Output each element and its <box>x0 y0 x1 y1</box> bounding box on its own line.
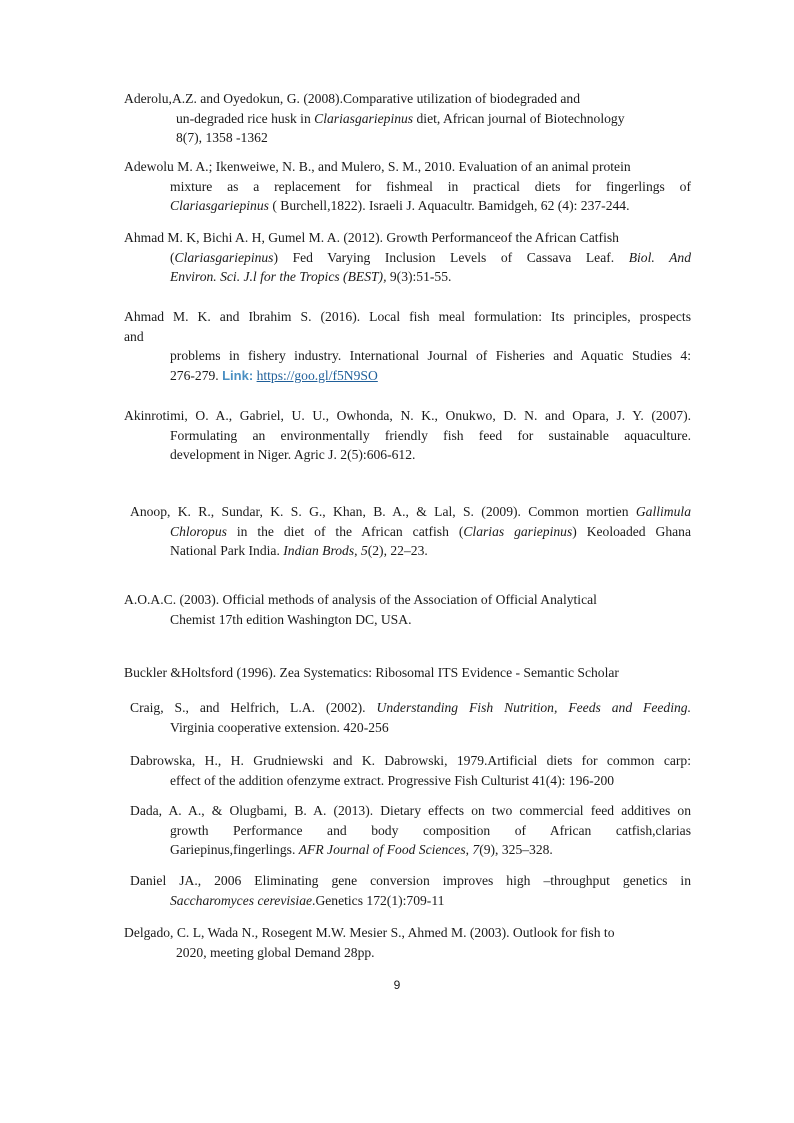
reference-delgado <box>124 923 691 962</box>
reference-line: Virginia cooperative extension. 420-256 <box>170 719 389 735</box>
reference-line: Dada, A. A., & Olugbami, B. A. (2013). Dietary effects on two commercial feed additives on <box>130 803 691 818</box>
page-number: 9 <box>393 978 401 992</box>
reference-line: un-degraded rice husk in Clariasgariepinus diet, African journal of Biotechnology <box>176 110 625 126</box>
reference-line: Aderolu,A.Z. and Oyedokun, G. (2008).Comparative utilization of biodegraded and <box>124 91 581 106</box>
reference-line: National Park India. Indian Brods, 5(2), 22–23. <box>170 543 428 559</box>
reference-adewolu <box>124 157 691 216</box>
reference-line: growth Performance and body composition of African catfish,clarias <box>170 822 691 838</box>
reference-line: and <box>124 328 144 344</box>
reference-akinrotimi <box>124 406 691 465</box>
reference-line: Akinrotimi, O. A., Gabriel, U. U., Owhonda, N. K., Onukwo, D. N. and Opara, J. Y. (2007). <box>124 408 691 423</box>
reference-anoop <box>124 502 691 561</box>
reference-line: (Clariasgariepinus) Fed Varying Inclusion Levels of Cassava Leaf. Biol. And <box>170 249 691 265</box>
link-label: Link: <box>222 367 254 383</box>
reference-line: Ahmad M. K, Bichi A. H, Gumel M. A. (2012). Growth Performanceof the African Catfish <box>124 230 619 245</box>
reference-line: Formulating an environmentally friendly fish feed for sustainable aquaculture. <box>170 427 691 443</box>
reference-line: Anoop, K. R., Sundar, K. S. G., Khan, B. A., & Lal, S. (2009). Common mortien Gallimula <box>130 504 691 519</box>
reference-aderolu <box>124 89 691 148</box>
reference-line: problems in fishery industry. International Journal of Fisheries and Aquatic Studies 4: <box>170 348 691 364</box>
reference-buckler <box>124 663 691 683</box>
reference-line: Daniel JA., 2006 Eliminating gene conversion improves high –throughput genetics in <box>130 873 691 888</box>
reference-line: 8(7), 1358 -1362 <box>176 130 268 146</box>
reference-aoac <box>124 590 691 629</box>
reference-ahmad-2016 <box>124 307 691 385</box>
reference-daniel <box>124 871 691 910</box>
reference-line: Delgado, C. L, Wada N., Rosegent M.W. Mesier S., Ahmed M. (2003). Outlook for fish to <box>124 925 615 940</box>
reference-dada <box>124 801 691 860</box>
reference-line: Ahmad M. K. and Ibrahim S. (2016). Local fish meal formulation: Its principles, prospects <box>124 309 691 324</box>
reference-line: Buckler &Holtsford (1996). Zea Systematics: Ribosomal ITS Evidence - Semantic Scholar <box>124 665 619 680</box>
reference-line: 276-279. Link: https://goo.gl/f5N9SO <box>170 367 378 383</box>
reference-line: development in Niger. Agric J. 2(5):606-612. <box>170 447 416 463</box>
reference-line: Gariepinus,fingerlings. AFR Journal of Food Sciences, 7(9), 325–328. <box>170 842 553 858</box>
reference-line: Chloropus in the diet of the African catfish (Clarias gariepinus) Keoloaded Ghana <box>170 523 691 539</box>
reference-dabrowska <box>124 751 691 790</box>
reference-line: Clariasgariepinus ( Burchell,1822). Israeli J. Aquacultr. Bamidgeh, 62 (4): 237-244. <box>170 198 630 214</box>
reference-line: Adewolu M. A.; Ikenweiwe, N. B., and Mulero, S. M., 2010. Evaluation of an animal protein <box>124 159 631 174</box>
reference-line: Dabrowska, H., H. Grudniewski and K. Dabrowski, 1979.Artificial diets for common carp: <box>130 753 691 768</box>
reference-url-link[interactable]: https://goo.gl/f5N9SO <box>256 367 378 383</box>
reference-line: 2020, meeting global Demand 28pp. <box>176 944 375 960</box>
reference-line: Craig, S., and Helfrich, L.A. (2002). Understanding Fish Nutrition, Feeds and Feeding. <box>130 700 691 715</box>
reference-line: A.O.A.C. (2003). Official methods of analysis of the Association of Official Analytical <box>124 592 597 607</box>
reference-line: Environ. Sci. J.l for the Tropics (BEST), 9(3):51-55. <box>170 269 452 285</box>
reference-ahmad-2012 <box>124 228 691 287</box>
reference-line: Saccharomyces cerevisiae.Genetics 172(1):709-11 <box>170 892 445 908</box>
reference-line: Chemist 17th edition Washington DC, USA. <box>170 611 412 627</box>
reference-line: effect of the addition ofenzyme extract. Progressive Fish Culturist 41(4): 196-200 <box>170 772 615 788</box>
reference-line: mixture as a replacement for fishmeal in practical diets for fingerlings of <box>170 178 691 194</box>
reference-craig <box>124 698 691 737</box>
